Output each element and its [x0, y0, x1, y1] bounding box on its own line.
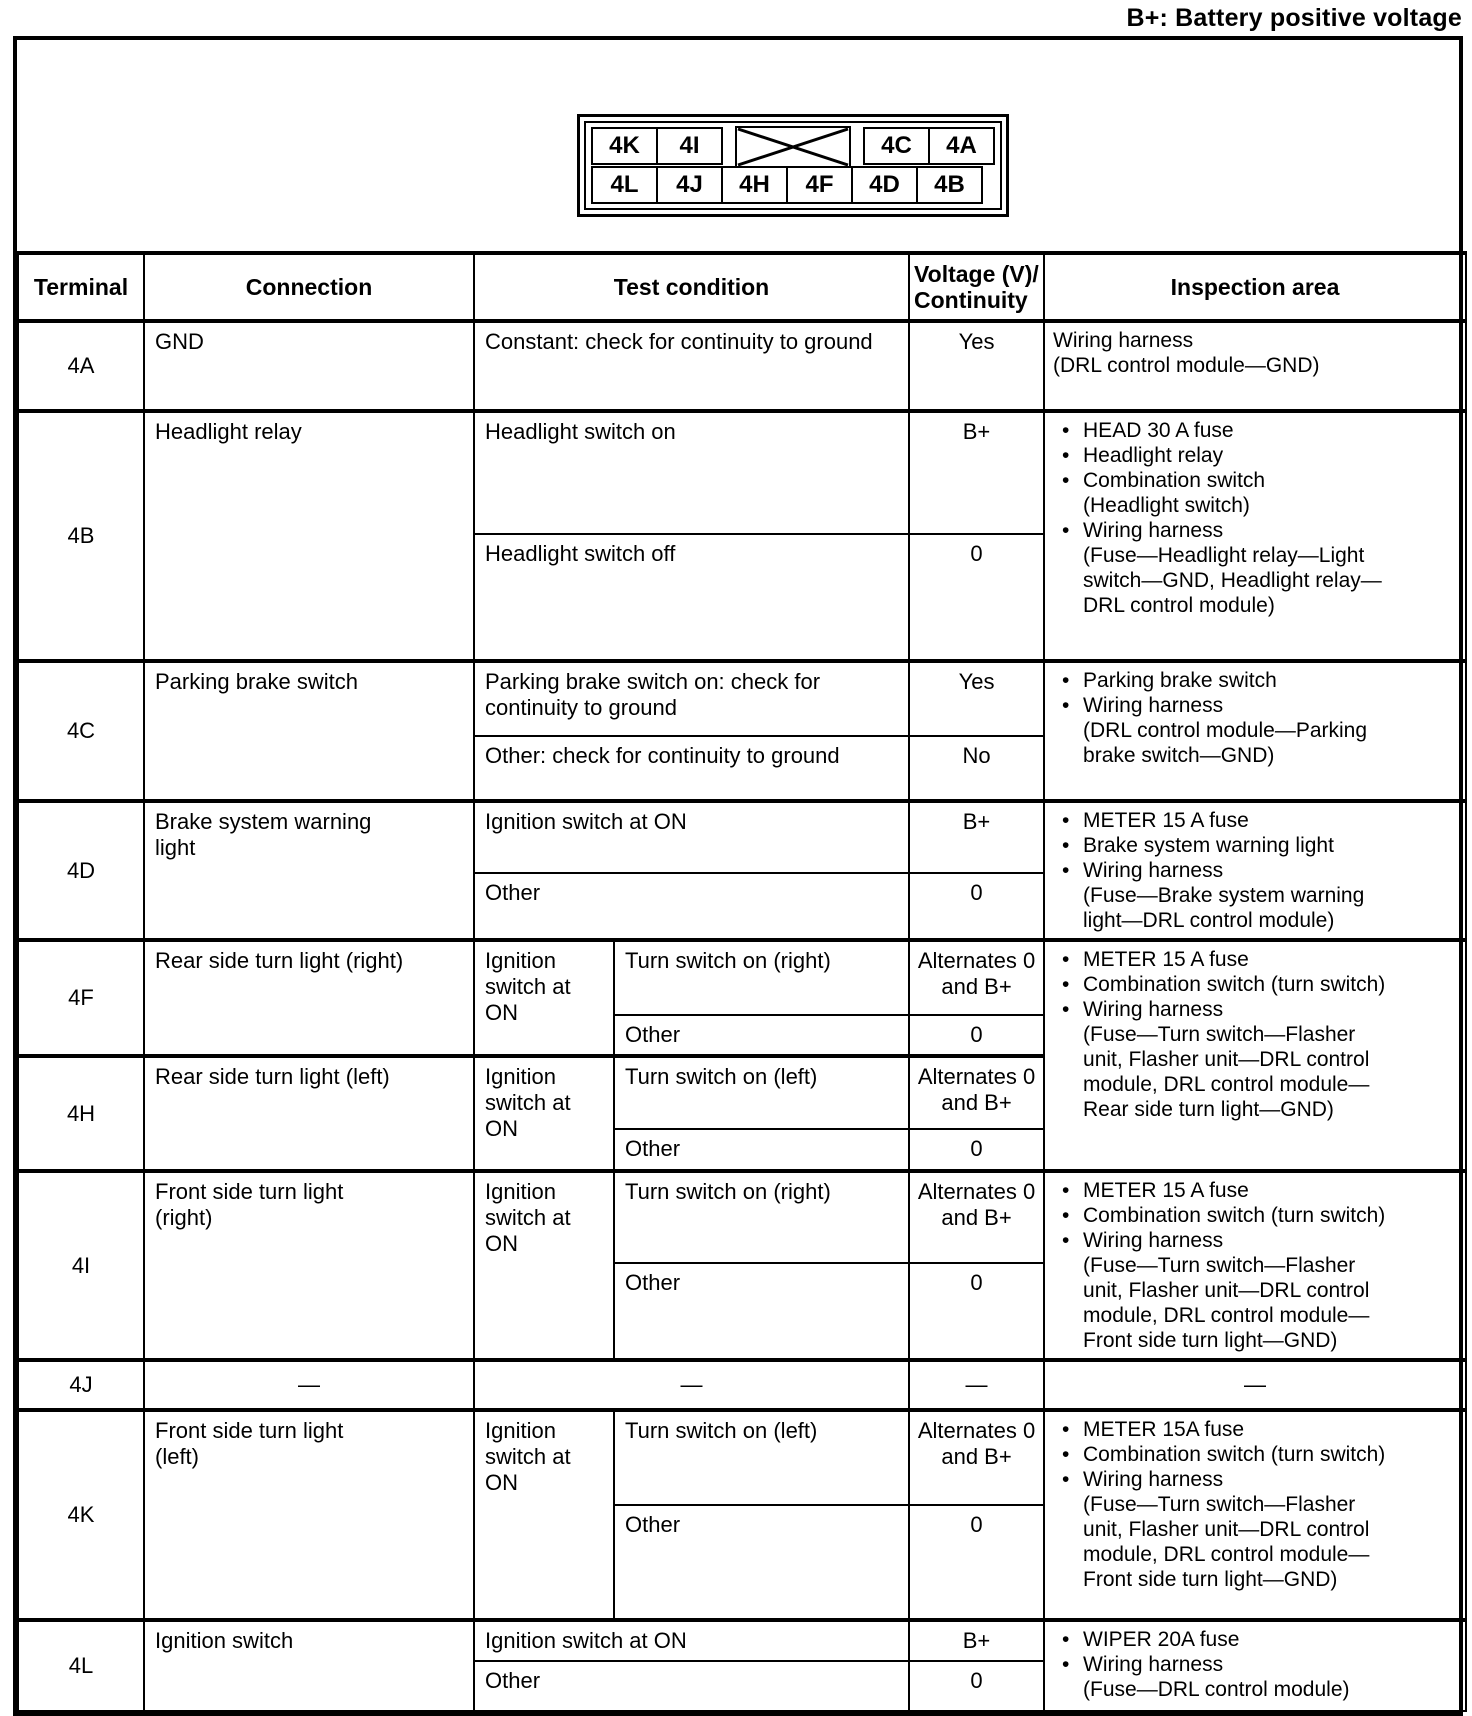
- voltage-cell: 0: [909, 1661, 1044, 1711]
- voltage-cell: Yes: [909, 661, 1044, 736]
- page-frame: [13, 36, 1463, 1716]
- test-condition-cell: Parking brake switch on: check for continuity to ground: [474, 661, 909, 736]
- voltage-cell: —: [909, 1360, 1044, 1410]
- connector-top-left-group: [591, 127, 723, 165]
- pin-4F: 4F: [786, 166, 853, 204]
- pin-4A: 4A: [928, 127, 995, 165]
- inspection-cell: • METER 15 A fuse • Combination switch (turn switch) • Wiring harness (Fuse—Turn switch—Flasher unit, Flasher unit—DRL control module, DRL control module— Front side turn light—GND): [1044, 1171, 1466, 1360]
- voltage-cell: B+: [909, 411, 1044, 534]
- connection-cell: Brake system warning light: [144, 801, 474, 940]
- connection-cell: GND: [144, 321, 474, 411]
- inspection-cell: • METER 15 A fuse • Combination switch (turn switch) • Wiring harness (Fuse—Turn switch—Flasher unit, Flasher unit—DRL control module, DRL control module— Rear side turn light—GND): [1044, 940, 1466, 1171]
- inspection-cell: —: [1044, 1360, 1466, 1410]
- voltage-cell: B+: [909, 1620, 1044, 1661]
- terminal-cell: 4I: [18, 1171, 144, 1360]
- inspection-cell: • METER 15A fuse • Combination switch (turn switch) • Wiring harness (Fuse—Turn switch—Flasher unit, Flasher unit—DRL control module, DRL control module— Front side turn light—GND): [1044, 1410, 1466, 1620]
- test-condition-switch-cell: Ignition switch at ON: [474, 1410, 614, 1620]
- test-condition-cell: Turn switch on (right): [614, 940, 909, 1015]
- test-condition-switch-cell: Ignition switch at ON: [474, 1171, 614, 1360]
- pin-4J: 4J: [656, 166, 723, 204]
- table-row-4c: [18, 661, 1466, 736]
- voltage-cell: Alternates 0 and B+: [909, 1056, 1044, 1129]
- table-row-4i: [18, 1171, 1466, 1263]
- terminal-cell: 4H: [18, 1056, 144, 1171]
- terminal-cell: 4J: [18, 1360, 144, 1410]
- terminal-cell: 4D: [18, 801, 144, 940]
- test-condition-switch-cell: Ignition switch at ON: [474, 940, 614, 1056]
- voltage-cell: No: [909, 736, 1044, 801]
- header-terminal: Terminal: [18, 253, 144, 321]
- test-condition-cell: Headlight switch off: [474, 534, 909, 661]
- header-voltage: Voltage (V)/ Continuity: [909, 253, 1044, 321]
- test-condition-cell: Ignition switch at ON: [474, 801, 909, 873]
- pin-4L: 4L: [591, 166, 658, 204]
- battery-voltage-note: B+: Battery positive voltage: [1126, 4, 1462, 32]
- table-row-4j: [18, 1360, 1466, 1410]
- table-row-4d: [18, 801, 1466, 873]
- test-condition-cell: Turn switch on (left): [614, 1410, 909, 1505]
- inspection-cell: • METER 15 A fuse • Brake system warning light • Wiring harness (Fuse—Brake system warning light—DRL control module): [1044, 801, 1466, 940]
- pin-4C: 4C: [863, 127, 930, 165]
- voltage-cell: 0: [909, 1129, 1044, 1171]
- test-condition-cell: —: [474, 1360, 909, 1410]
- connection-cell: Front side turn light (right): [144, 1171, 474, 1360]
- table-header-row: [18, 253, 1466, 321]
- connection-cell: Ignition switch: [144, 1620, 474, 1711]
- test-condition-cell: Other: [614, 1505, 909, 1620]
- terminal-cell: 4F: [18, 940, 144, 1056]
- terminal-cell: 4B: [18, 411, 144, 661]
- table-row-4b: [18, 411, 1466, 534]
- test-condition-cell: Other: [614, 1129, 909, 1171]
- inspection-cell: Wiring harness (DRL control module—GND): [1044, 321, 1466, 411]
- inspection-cell: • WIPER 20A fuse • Wiring harness (Fuse—DRL control module): [1044, 1620, 1466, 1711]
- test-condition-cell: Other: check for continuity to ground: [474, 736, 909, 801]
- connection-cell: —: [144, 1360, 474, 1410]
- terminal-cell: 4C: [18, 661, 144, 801]
- table-row-4a: [18, 321, 1466, 411]
- test-condition-cell: Headlight switch on: [474, 411, 909, 534]
- pin-4B: 4B: [916, 166, 983, 204]
- inspection-cell: • HEAD 30 A fuse • Headlight relay • Combination switch (Headlight switch) • Wiring harness (Fuse—Headlight relay—Light switch—GND, Headlight relay— DRL control module): [1044, 411, 1466, 661]
- header-test-condition: Test condition: [474, 253, 909, 321]
- header-inspection-area: Inspection area: [1044, 253, 1466, 321]
- test-condition-cell: Ignition switch at ON: [474, 1620, 909, 1661]
- test-condition-switch-cell: Ignition switch at ON: [474, 1056, 614, 1171]
- connector-diagram: [17, 40, 1459, 251]
- inspection-cell: • Parking brake switch • Wiring harness (DRL control module—Parking brake switch—GND): [1044, 661, 1466, 801]
- pin-4D: 4D: [851, 166, 918, 204]
- connector-top-right-group: [863, 127, 995, 165]
- pin-4I: 4I: [656, 127, 723, 165]
- table-row-4f: [18, 940, 1466, 1015]
- header-connection: Connection: [144, 253, 474, 321]
- voltage-cell: 0: [909, 534, 1044, 661]
- test-condition-cell: Turn switch on (right): [614, 1171, 909, 1263]
- connection-cell: Rear side turn light (left): [144, 1056, 474, 1171]
- test-condition-cell: Turn switch on (left): [614, 1056, 909, 1129]
- connection-cell: Front side turn light (left): [144, 1410, 474, 1620]
- pin-4K: 4K: [591, 127, 658, 165]
- voltage-cell: 0: [909, 1015, 1044, 1056]
- voltage-cell: Alternates 0 and B+: [909, 1171, 1044, 1263]
- test-condition-cell: Other: [474, 873, 909, 940]
- table-row-4l: [18, 1620, 1466, 1661]
- voltage-cell: 0: [909, 1263, 1044, 1360]
- terminal-cell: 4L: [18, 1620, 144, 1711]
- connection-cell: Rear side turn light (right): [144, 940, 474, 1056]
- test-condition-cell: Other: [614, 1015, 909, 1056]
- connection-cell: Parking brake switch: [144, 661, 474, 801]
- test-condition-cell: Other: [474, 1661, 909, 1711]
- test-condition-cell: Constant: check for continuity to ground: [474, 321, 909, 411]
- terminal-cell: 4K: [18, 1410, 144, 1620]
- terminal-voltage-table: [17, 251, 1467, 1712]
- test-condition-cell: Other: [614, 1263, 909, 1360]
- connector-bottom-row: [591, 166, 995, 204]
- voltage-cell: Yes: [909, 321, 1044, 411]
- voltage-cell: Alternates 0 and B+: [909, 1410, 1044, 1505]
- blocked-key-cell-icon: [735, 126, 851, 168]
- voltage-cell: Alternates 0 and B+: [909, 940, 1044, 1015]
- table-row-4k: [18, 1410, 1466, 1505]
- voltage-cell: 0: [909, 1505, 1044, 1620]
- voltage-cell: B+: [909, 801, 1044, 873]
- connection-cell: Headlight relay: [144, 411, 474, 661]
- terminal-cell: 4A: [18, 321, 144, 411]
- pin-4H: 4H: [721, 166, 788, 204]
- voltage-cell: 0: [909, 873, 1044, 940]
